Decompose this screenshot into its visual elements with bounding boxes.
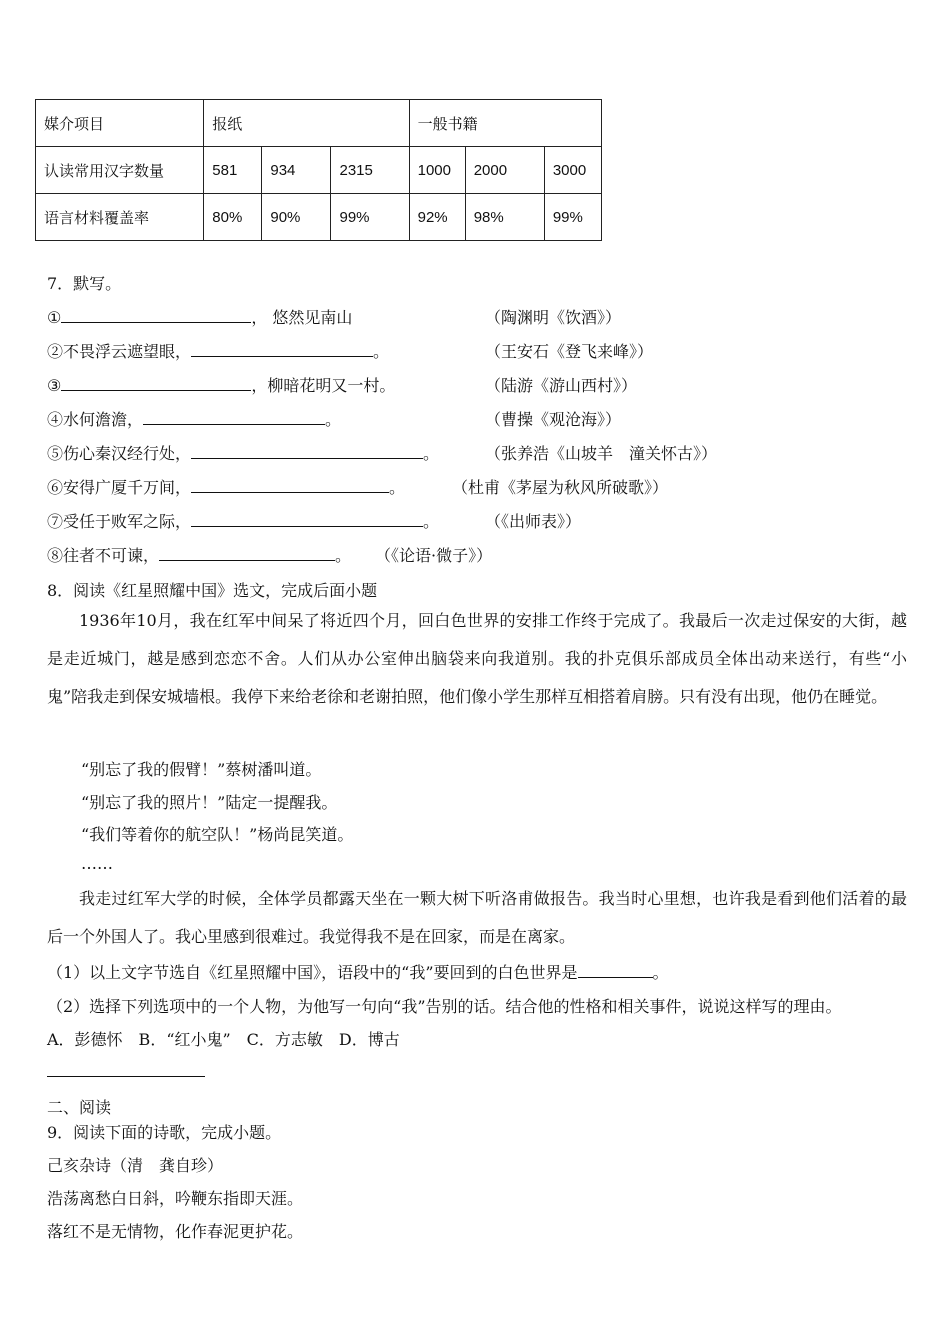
table-header-label: 媒介项目 bbox=[36, 100, 204, 147]
table-cell: 99% bbox=[544, 194, 601, 241]
q7-title: 7．默写。 bbox=[47, 274, 122, 293]
answer-blank[interactable] bbox=[578, 960, 653, 978]
table-cell: 2000 bbox=[465, 147, 544, 194]
answer-blank[interactable] bbox=[143, 407, 325, 425]
table-cell: 90% bbox=[262, 194, 331, 241]
q9-title: 9．阅读下面的诗歌，完成小题。 bbox=[47, 1123, 282, 1142]
answer-blank[interactable] bbox=[191, 509, 423, 527]
dictation-item-5: ⑤伤心秦汉经行处， 。 bbox=[47, 441, 439, 464]
table-header-newspaper: 报纸 bbox=[204, 100, 409, 147]
answer-blank[interactable] bbox=[61, 373, 251, 391]
section-divider bbox=[47, 1076, 205, 1077]
dictation-source-5: （张养浩《山坡羊 潼关怀古》） bbox=[485, 444, 718, 463]
table-header-books: 一般书籍 bbox=[409, 100, 601, 147]
table-cell: 80% bbox=[204, 194, 262, 241]
table-cell: 92% bbox=[409, 194, 465, 241]
table-row-label: 语言材料覆盖率 bbox=[36, 194, 204, 241]
table-cell: 1000 bbox=[409, 147, 465, 194]
q8-title: 8．阅读《红星照耀中国》选文，完成后面小题 bbox=[47, 581, 378, 600]
dictation-item-7: ⑦受任于败军之际， 。 bbox=[47, 509, 439, 532]
dictation-item-3: ③ ，柳暗花明又一村。 bbox=[47, 373, 395, 396]
passage-quote-3: “我们等着你的航空队！”杨尚昆笑道。 bbox=[81, 825, 354, 844]
dictation-source-2: （王安石《登飞来峰》） bbox=[485, 342, 654, 361]
passage-ellipsis: …… bbox=[81, 854, 113, 873]
passage-paragraph-1: 1936年10月，我在红军中间呆了将近四个月，回白色世界的安排工作终于完成了。我最后一次走过保安的大街，越是走近城门，越是感到恋恋不舍。人们从办公室伸出脑袋来向我道别。我的扑克俱乐部成员全体出动来送行，有些“小鬼”陪我走到保安城墙根。我停下来给老徐和老谢拍照，他们像小学生那样互相搭着肩膀。只有没有出现，他仍在睡觉。 bbox=[47, 611, 907, 706]
q8-subquestion-1: （1）以上文字节选自《红星照耀中国》，语段中的“我”要回到的白色世界是 。 bbox=[47, 960, 669, 983]
table-row-label: 认读常用汉字数量 bbox=[36, 147, 204, 194]
dictation-source-7: （《出师表》） bbox=[485, 512, 582, 531]
poem-line-2: 落红不是无情物，化作春泥更护花。 bbox=[47, 1222, 304, 1241]
dictation-item-8: ⑧往者不可谏， 。 bbox=[47, 543, 351, 566]
dictation-item-1: ① ， 悠然见南山 bbox=[47, 305, 352, 328]
passage-paragraph-2: 我走过红军大学的时候，全体学员都露天坐在一颗大树下听洛甫做报告。我当时心里想，也许我是看到他们活着的最后一个外国人了。我心里感到很难过。我觉得我不是在回家，而是在离家。 bbox=[47, 889, 907, 946]
answer-blank[interactable] bbox=[159, 543, 335, 561]
answer-blank[interactable] bbox=[61, 305, 251, 323]
dictation-source-8: （《论语·微子》） bbox=[375, 546, 493, 565]
table-cell: 3000 bbox=[544, 147, 601, 194]
poem-title: 己亥杂诗（清 龚自珍） bbox=[47, 1156, 224, 1175]
media-vocabulary-table bbox=[35, 99, 602, 241]
dictation-item-4: ④水何澹澹， 。 bbox=[47, 407, 341, 430]
passage-quote-1: “别忘了我的假臂！”蔡树潘叫道。 bbox=[81, 760, 322, 779]
poem-line-1: 浩荡离愁白日斜，吟鞭东指即天涯。 bbox=[47, 1189, 304, 1208]
table-cell: 934 bbox=[262, 147, 331, 194]
q8-subquestion-2: （2）选择下列选项中的一个人物，为他写一句向“我”告别的话。结合他的性格和相关事件，说说这样写的理由。 bbox=[47, 997, 842, 1016]
dictation-item-2: ②不畏浮云遮望眼， 。 bbox=[47, 339, 389, 362]
table-row bbox=[36, 147, 602, 194]
table-row bbox=[36, 194, 602, 241]
answer-blank[interactable] bbox=[191, 475, 389, 493]
table-cell: 99% bbox=[331, 194, 409, 241]
answer-blank[interactable] bbox=[191, 441, 423, 459]
answer-blank[interactable] bbox=[191, 339, 373, 357]
dictation-source-3: （陆游《游山西村》） bbox=[485, 376, 638, 395]
section-2-title: 二、阅读 bbox=[47, 1098, 112, 1117]
dictation-source-4: （曹操《观沧海》） bbox=[485, 410, 622, 429]
dictation-item-6: ⑥安得广厦千万间， 。 bbox=[47, 475, 405, 498]
table-cell: 2315 bbox=[331, 147, 409, 194]
table-cell: 581 bbox=[204, 147, 262, 194]
table-cell: 98% bbox=[465, 194, 544, 241]
table-header-row bbox=[36, 100, 602, 147]
dictation-source-6: （杜甫《茅屋为秋风所破歌》） bbox=[452, 478, 669, 497]
q8-options: A．彭德怀 B．“红小鬼” C．方志敏 D．博古 bbox=[47, 1030, 400, 1049]
dictation-source-1: （陶渊明《饮酒》） bbox=[485, 308, 622, 327]
passage-quote-2: “别忘了我的照片！”陆定一提醒我。 bbox=[81, 793, 338, 812]
